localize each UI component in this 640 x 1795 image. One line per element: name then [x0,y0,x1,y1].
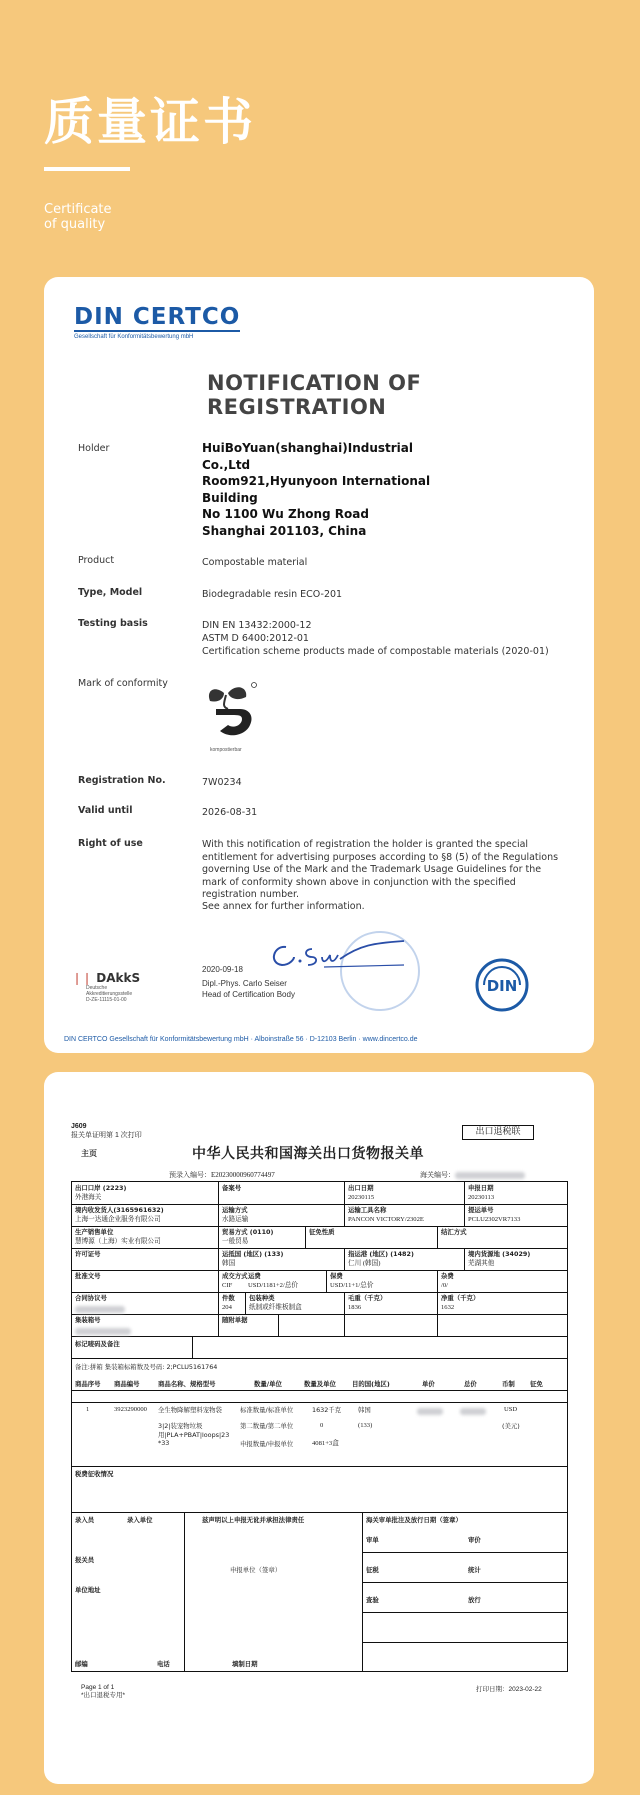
port-value: 仁川 (韩国) [348,1260,381,1267]
redacted-value [417,1407,443,1416]
mark-label: Mark of conformity [78,678,168,689]
net-label: 净重（千克） [441,1294,480,1302]
testing-line: ASTM D 6400:2012-01 [202,633,309,644]
din-certificate-card [44,277,594,1053]
certificate-footer: DIN CERTCO Gesellschaft für Konformitätsbewertung mbH · Alboinstraße 56 · D-12103 Berlin · www.dincertco.de [64,1036,418,1043]
din-mark: DIN [486,977,518,995]
settle-label: 结汇方式 [441,1228,467,1236]
customs-declaration-card [44,1072,594,1784]
freight-value: USD/1181+2/总价 [248,1282,299,1289]
form-code [71,1122,142,1140]
item-qty2: 0 [320,1422,324,1429]
pieces-label: 件数 [222,1294,235,1302]
marks-value: 备注:拼箱 集装箱标箱数及号码: 2;PCLU5161764 [75,1363,218,1371]
misc-label: 杂费 [441,1272,454,1280]
right-of-use-label: Right of use [78,838,143,849]
declare-date-value: 20230113 [468,1194,495,1201]
holder-line: Room921,Hyunyoon International [202,474,431,488]
item-qty-label: 标准数量/标准单位 [240,1406,294,1414]
testing-value [202,619,549,658]
export-port-label: 出口口岸 (2223) [75,1184,127,1192]
producer-label: 生产销售单位 [75,1228,114,1236]
goods-header-cell: 商品名称、规格型号 [158,1380,216,1388]
page-title: 质量证书 [44,93,256,151]
docs-label: 随附单据 [222,1316,248,1324]
goods-header-cell: 数量及单位 [304,1380,336,1388]
trade-label: 贸易方式 (0110) [222,1228,274,1236]
testing-line: Certification scheme products made of compostable materials (2020-01) [202,646,549,657]
insure-label: 保费 [330,1272,343,1280]
subtitle-line: Certificate [44,202,112,217]
port-label: 指运港 (地区) (1482) [348,1250,414,1258]
holder-value [202,440,430,539]
item-spec: 3|2|装宠物垃圾用|PLA+PBAT|loops|23 *33 [158,1422,230,1447]
signature-icon [264,935,414,975]
print-count: 报关单证明第 1 次打印 [71,1132,142,1139]
inspect-label: 查验 [366,1596,379,1604]
page-number: Page 1 of 1 [81,1684,115,1691]
din-circle-logo-icon [474,957,530,1013]
goods-header-cell: 单价 [422,1380,435,1388]
item-currency: USD [504,1406,518,1413]
certificate-heading: NOTIFICATION OF REGISTRATION [207,371,422,419]
item-number: 1 [86,1406,90,1413]
subtitle-line: of quality [44,217,106,232]
deal-value: CIF [222,1282,233,1289]
signer-title: Head of Certification Body [202,990,295,999]
transport-label: 运输方式 [222,1206,248,1214]
decl-unit-label: 申报单位（签章） [230,1566,282,1574]
logo-subtitle: Gesellschaft für Konformitätsbewertung mbH [74,334,194,340]
origin-label: 境内货源地 (34029) [468,1250,531,1258]
license-label: 许可证号 [75,1250,101,1258]
trade-value: 一般贸易 [222,1238,249,1245]
vessel-value: PANCON VICTORY/2302E [348,1216,424,1223]
signature-date: 2020-09-18 [202,965,243,974]
testing-line: DIN EN 13432:2000-12 [202,620,312,631]
export-date-value: 20230115 [348,1194,375,1201]
redacted-value [460,1407,486,1416]
print-date: 打印日期：2023-02-22 [476,1686,542,1693]
entry-unit-label: 录入单位 [127,1516,153,1524]
page-info [81,1684,125,1700]
page-subtitle [44,202,112,232]
holder-label: Holder [78,443,110,454]
annex-note: See annex for further information. [202,901,365,912]
valid-until-label: Valid until [78,805,133,816]
pre-entry-number [169,1170,275,1180]
pre-entry-label: 预录入编号： [169,1172,211,1179]
review-label: 审单 [366,1536,379,1544]
product-value: Compostable material [202,557,308,568]
tax-label: 税费征收情况 [75,1470,114,1478]
gross-value: 1836 [348,1304,362,1311]
pre-entry-value: E20230000960774497 [211,1171,275,1179]
dest-country-value: 韩国 [222,1260,236,1267]
export-port-value: 外港海关 [75,1194,102,1201]
item-qty: 1632千克 [312,1406,342,1414]
contract-label: 合同协议号 [75,1294,107,1302]
item-name: 全生物降解塑料宠物袋 [158,1406,222,1414]
mark-caption: kompostierbar [210,747,242,753]
transport-value: 水路运输 [222,1216,249,1223]
signer-block [202,978,295,1000]
testing-label: Testing basis [78,618,148,629]
pieces-value: 204 [222,1304,232,1311]
insure-value: USD/11+1/总价 [330,1282,374,1289]
misc-value: /0/ [441,1282,448,1289]
holder-line: No 1100 Wu Zhong Road [202,507,369,521]
bl-value: PCLU2302VR7133 [468,1216,521,1223]
declare-date-label: 申报日期 [468,1184,494,1192]
entry-label: 录入员 [75,1516,95,1524]
approval-label: 批准文号 [75,1272,101,1280]
type-label: Type, Model [78,587,143,598]
goods-header-cell: 征免 [530,1380,543,1388]
broker-label: 报关员 [75,1556,95,1564]
container-label: 集装箱号 [75,1316,101,1324]
net-value: 1632 [441,1304,455,1311]
customs-number [420,1170,525,1180]
redacted-value [455,1172,525,1179]
item-qty2-label: 第二数量/第二单位 [240,1422,294,1430]
redacted-value [75,1305,125,1314]
dincertco-logo [74,305,240,340]
origin-value: 芜湖其他 [468,1260,495,1267]
dakks-logo: ❘❘ DAkkS Deutsche Akkreditierungsstelle D-ZE-11115-01-00 [72,971,141,1003]
unit-address-label: 单位地址 [75,1586,101,1594]
declare-statement: 兹声明以上申报无讹并承担法律责任 [202,1516,305,1524]
product-label: Product [78,555,115,566]
item-country-code: (133) [358,1422,373,1429]
levy-label: 征免性质 [309,1228,335,1236]
goods-header-cell: 数量/单位 [254,1380,282,1388]
holder-line: HuiBoYuan(shanghai)Industrial [202,441,413,455]
item-dest: 韩国 [358,1406,371,1414]
redacted-value [75,1327,131,1336]
valid-until-value: 2026-08-31 [202,807,258,818]
bl-label: 提运单号 [468,1206,494,1214]
marks-label: 标记唛码及备注 [75,1340,120,1348]
logo-mark: DIN CERTCO [74,304,241,330]
right-of-use-text: With this notification of registration the holder is granted the special entitlement for advertising purposes according to §8 (5) of the Regulations governing Use of the Mark and the Trademark Usage Guidelines for the mark of conformity shown above in conjunction with the specified registration number. [202,839,559,900]
form-code-value: J609 [71,1123,87,1130]
goods-header-cell: 总价 [464,1380,477,1388]
dakks-line: Akkreditierungsstelle [86,991,133,997]
tax-review-label: 征税 [366,1566,379,1574]
pack-value: 纸制或纤维板制盒 [249,1304,302,1311]
seedling-compostable-icon [202,679,266,743]
goods-header-cell: 目的国(地区) [352,1380,390,1388]
tax-refund-stamp: 出口退税联 [462,1125,534,1140]
gross-label: 毛重（千克） [348,1294,387,1302]
export-date-label: 出口日期 [348,1184,374,1192]
holder-line: Shanghai 201103, China [202,523,367,538]
producer-value: 慧博源（上海）实业有限公司 [75,1238,161,1245]
dakks-line: Deutsche [86,985,108,991]
phone-label: 电话 [157,1660,170,1668]
holder-line: Co.,Ltd [202,457,251,472]
type-value: Biodegradable resin ECO-201 [202,589,343,600]
goods-header-cell: 币制 [502,1380,515,1388]
holder-line: Building [202,490,258,505]
customs-number-label: 海关编号： [420,1172,455,1179]
dakks-title: DAkkS [96,971,141,985]
consignor-label: 境内收发货人(3165961632) [75,1206,164,1214]
record-label: 备案号 [222,1184,242,1192]
title-underline [44,167,130,171]
footer-note: *出口退税专用* [81,1692,126,1699]
dest-country-label: 运抵国 (地区) (133) [222,1250,284,1258]
item-code: 3923290000 [114,1406,147,1413]
freight-label: 运费 [248,1272,261,1280]
release-label: 放行 [468,1596,481,1604]
approve-label: 海关审单批注及放行日期（签章） [366,1516,462,1524]
registration-label: Registration No. [78,775,166,786]
post-label: 邮编 [75,1660,88,1668]
goods-header-cell: 商品序号 [75,1380,101,1388]
vessel-label: 运输工具名称 [348,1206,387,1214]
price-label: 审价 [468,1536,481,1544]
home-link[interactable]: 主页 [81,1149,97,1158]
declaration-table [71,1181,568,1672]
item-decl: 4081+3盒 [312,1440,339,1447]
signer-name: Dipl.-Phys. Carlo Seiser [202,979,287,988]
dakks-line: D-ZE-11115-01-00 [86,997,127,1003]
date-fill-label: 填制日期 [232,1660,258,1668]
item-decl-label: 申报数量/申报单位 [240,1440,294,1448]
item-levy: (美元) [502,1422,520,1430]
registration-value: 7W0234 [202,777,242,788]
declaration-title: 中华人民共和国海关出口货物报关单 [192,1146,424,1162]
deal-label: 成交方式 [222,1272,248,1280]
consignor-value: 上海一达通企业服务有限公司 [75,1216,161,1223]
stats-label: 统计 [468,1566,481,1574]
goods-header-cell: 商品编号 [114,1380,140,1388]
pack-label: 包装种类 [249,1294,275,1302]
